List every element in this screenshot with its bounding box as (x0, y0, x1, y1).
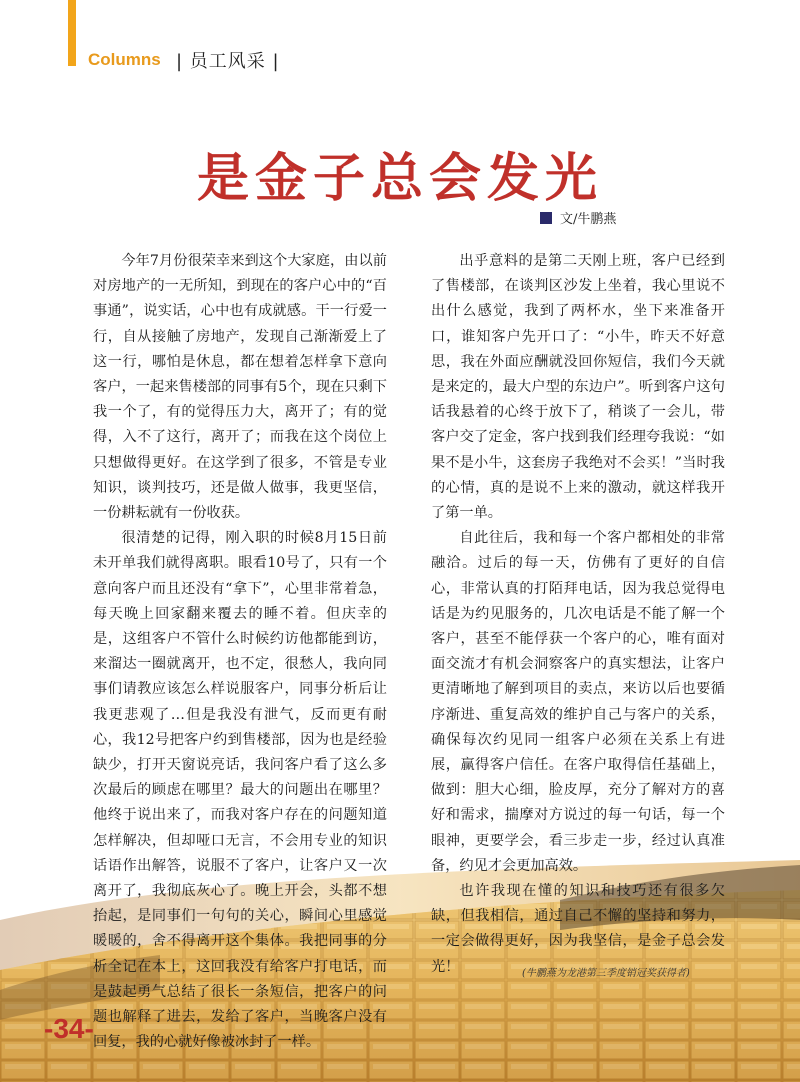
page-number: -34- (44, 1013, 94, 1044)
left-column (93, 249, 387, 1056)
section-label: | 员工风采 | (176, 51, 280, 72)
paragraph: 自此往后，我和每一个客户都相处的非常融洽。过后的每一天，仿佛有了更好的自信心，非常认真的打陌拜电话，因为我总觉得电话是为约见服务的，几次电话是不能了解一个客户，甚至不能俘获一个客户的心，唯有面对面交流才有机会洞察客户的真实想法，让客户更清晰地了解到项目的卖点，来访以后也要循序渐进、重复高效的维护自己与客户的关系，确保每次约见同一组客户必须在关系上有进展，赢得客户信任。在客户取得信任基础上，做到：胆大心细，脸皮厚，充分了解对方的喜好和需求，揣摩对方说过的每一句话，每一个眼神，更要学会，看三步走一步，经过认真准备，约见才会更加高效。 (431, 530, 725, 874)
paragraph: 今年7月份很荣幸来到这个大家庭，由以前对房地产的一无所知，到现在的客户心中的“百事通”，说实话，心中也有成就感。干一行爱一行，自从接触了房地产，发现自己渐渐爱上了这一行，哪怕是休息，都在想着怎样拿下意向客户，一起来售楼部的同事有5个，现在只剩下我一个了，有的觉得压力大，离开了；有的觉得，入不了这行，离开了；而我在这个岗位上只想做得更好。在这学到了很多，不管是专业知识，谈判技巧，还是做人做事，我更坚信，一份耕耘就有一份收获。 (93, 253, 387, 522)
byline-square-icon (540, 212, 552, 224)
article-title: 是金子总会发光 (196, 149, 603, 209)
right-column (431, 249, 725, 980)
paragraph: 也许我现在懂的知识和技巧还有很多欠缺，但我相信，通过自己不懈的坚持和努力，一定会做得更好，因为我坚信，是金子总会发光！ (431, 883, 725, 975)
paragraph: 很清楚的记得，刚入职的时候8月15日前未开单我们就得离职。眼看10号了，只有一个意向客户而且还没有“拿下”，心里非常着急，每天晚上回家翻来覆去的睡不着。但庆幸的是，这组客户不管什么时候约访他都能到访，来溜达一圈就离开，也不定，很愁人，我向同事们请教应该怎么样说服客户，同事分析后让我更悲观了…但是我没有泄气，反而更有耐心，我12号把客户约到售楼部，因为也是经验缺少，打开天窗说亮话，我问客户看了这么多次最后的顾虑在哪里？最大的问题出在哪里？他终于说出来了，而我对客户存在的问题知道怎样解决，但却哑口无言，不会用专业的知识话语作出解答，说服不了客户，让客户又一次离开了，我彻底灰心了。晚上开会，头都不想抬起，是同事们一句句的关心，瞬间心里感觉暖暖的，舍不得离开这个集体。我把同事的分析全记在本上，这回我没有给客户打电话，而是鼓起勇气总结了很长一条短信，把客户的问题也解释了进去，发给了客户，当晚客户没有回复，我的心就好像被冰封了一样。 (93, 530, 387, 1051)
author-caption: (牛鹏燕为龙港第三季度销冠奖获得者) (522, 968, 690, 979)
paragraph: 出乎意料的是第二天刚上班，客户已经到了售楼部，在谈判区沙发上坐着，我心里说不出什么感觉，我到了两杯水，坐下来准备开口，谁知客户先开口了：“小牛，昨天不好意思，我在外面应酬就没回你短信，我们今天就是来定的，最大户型的东边户”。听到客户这句话我悬着的心终于放下了，稍谈了一会儿，带客户交了定金，客户找到我们经理夸我说：“如果不是小牛，这套房子我绝对不会买！”当时我的心情，真的是说不上来的激动，就这样我开了第一单。 (431, 253, 725, 522)
byline (540, 208, 616, 227)
columns-label: Columns (88, 50, 161, 69)
byline-text: 文/牛鹏燕 (560, 212, 617, 227)
header-accent-bar (68, 0, 76, 66)
